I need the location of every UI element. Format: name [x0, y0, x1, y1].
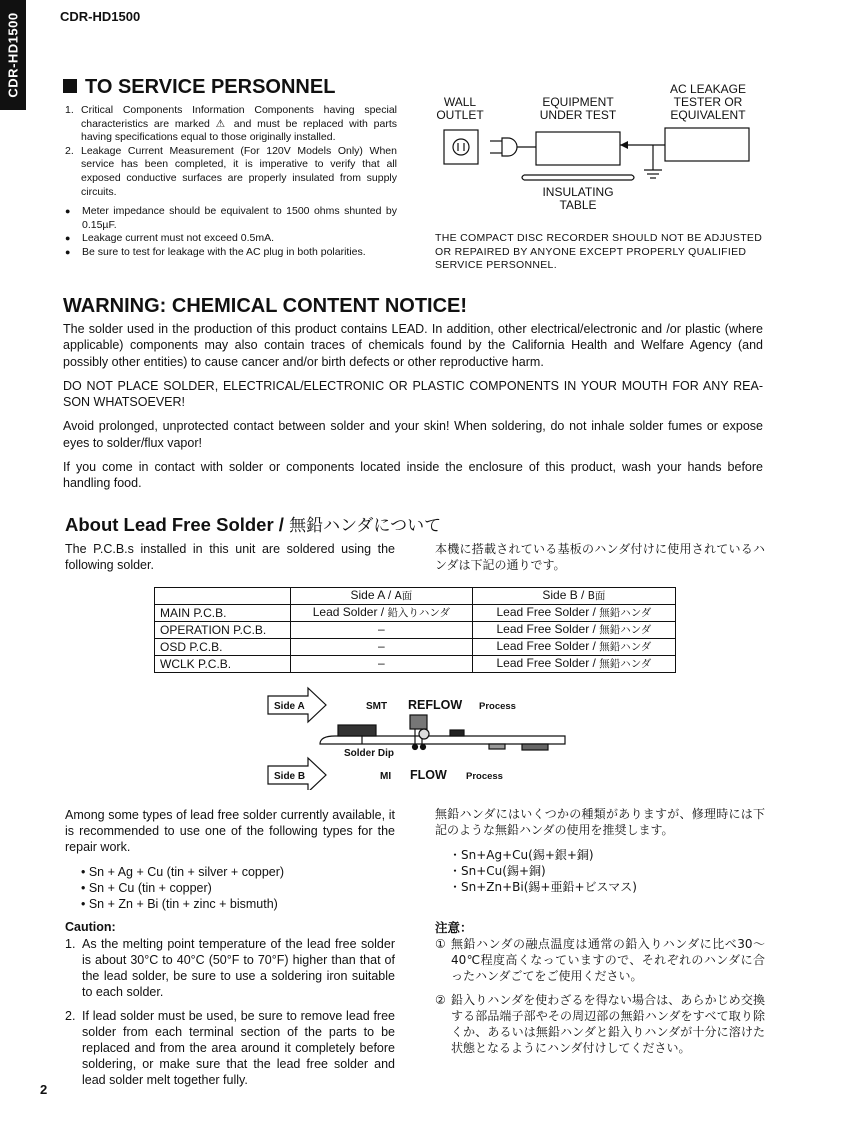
bullet-text: Meter impedance should be equivalent to 1500 ohms shunted by 0.15µF. [82, 205, 397, 231]
types-list-en [81, 864, 381, 912]
wall-outlet-label-2: OUTLET [436, 108, 484, 122]
header-side-b: Side B / B面 [472, 588, 675, 605]
side-b-cell: Lead Free Solder / 無鉛ハンダ [472, 605, 675, 622]
leadfree-title-jp: 無鉛ハンダについて [289, 516, 442, 536]
arrow-icon [620, 141, 628, 149]
caution-item-jp [435, 936, 765, 984]
chemical-paragraph: Avoid prolonged, unprotected contact between solder and your skin! When soldering, do not inhale solder fumes or expose eyes to solder/flux vapor! [63, 419, 763, 450]
item-number: 1. [65, 104, 74, 116]
service-title [63, 76, 335, 99]
reflow-label: REFLOW [408, 698, 463, 712]
flow-label: FLOW [410, 768, 447, 782]
type-item-jp: ・Sn+Cu(錫+銅) [449, 864, 546, 878]
chemical-body [63, 321, 763, 500]
type-item: • Sn + Zn + Bi (tin + zinc + bismuth) [81, 897, 278, 911]
solder-process-diagram [260, 686, 580, 790]
leakage-test-diagram [430, 80, 770, 220]
types-list-jp [449, 847, 749, 895]
bullet-icon: ● [65, 246, 71, 257]
caution-text: 無鉛ハンダの融点温度は通常の鉛入りハンダに比べ30〜40℃程度高くなっていますので、それぞれのハンダに合ったハンダごてをご使用ください。 [451, 937, 765, 983]
plug-icon [502, 138, 517, 156]
item-text: Critical Components Information Components having special characteristics are marked ⚠ and must be replaced with parts having specifications equal to those originally installed. [81, 104, 397, 144]
process-b-label: Process [466, 771, 503, 782]
tester-label-2: TESTER OR [673, 95, 743, 109]
side-a-cell: – [291, 656, 473, 673]
pcb-cell: OPERATION P.C.B. [155, 622, 291, 639]
types-intro-en: Among some types of lead free solder currently available, it is recommended to use one of the following types for the repair work. [65, 808, 395, 854]
mi-label: MI [380, 771, 392, 782]
type-item: • Sn + Ag + Cu (tin + silver + copper) [81, 865, 285, 879]
bottom-chip [489, 744, 505, 749]
bullet-icon: ● [65, 206, 71, 217]
table-corner [155, 588, 291, 605]
pcb-cell: MAIN P.C.B. [155, 605, 291, 622]
caution-list-jp [435, 936, 765, 1064]
wall-outlet-label-1: WALL [443, 95, 477, 109]
side-b-label: Side B [274, 771, 306, 782]
smt-chip [450, 730, 464, 736]
caution-text: As the melting point temperature of the lead free solder is about 30°C to 40°C (50°F to 70°F) higher than that of the lead solder, be sure to use a soldering iron suitable to each solder. [82, 937, 395, 999]
equipment-label-2: UNDER TEST [539, 108, 617, 122]
mi-component [338, 725, 376, 736]
pcb-board [320, 736, 565, 744]
warning-caps-text: THE COMPACT DISC RECORDER SHOULD NOT BE ADJUSTED OR REPAIRED BY ANYONE EXCEPT PROPERLY QUALIFIED SERVICE PERSONNEL. [435, 232, 763, 271]
table-header-row [155, 588, 676, 605]
chemical-paragraph: The solder used in the production of this product contains LEAD. In addition, other electrical/electronic and /or plastic (where applicable) components may also contain traces of chemicals found by the California Health and Welfare Agency (and possibly other entities) to cause cancer and/or birth defects or other reproductive harm. [63, 322, 763, 369]
tester-label-3: EQUIVALENT [670, 108, 746, 122]
caution-text: If lead solder must be used, be sure to remove lead free solder from each terminal section of the parts to be replaced and from the area around it completely before soldering, or make sure that the lead free solder and lead solder melt together fully. [82, 1009, 395, 1087]
service-item [65, 145, 397, 199]
caution-item [65, 1008, 395, 1088]
caution-number: ① [435, 937, 446, 951]
tester-box [665, 128, 749, 161]
bullet-item [65, 246, 397, 260]
outlet-socket-icon [453, 139, 469, 155]
side-a-cell: – [291, 622, 473, 639]
service-list [65, 104, 397, 260]
page-number: 2 [40, 1082, 48, 1097]
type-item-jp: ・Sn+Ag+Cu(錫+銀+銅) [449, 848, 594, 862]
table-row [155, 605, 676, 622]
pcb-cell: WCLK P.C.B. [155, 656, 291, 673]
bullet-text: Leakage current must not exceed 0.5mA. [82, 232, 275, 245]
item-number: 2. [65, 144, 74, 157]
side-b-cell: Lead Free Solder / 無鉛ハンダ [472, 622, 675, 639]
caution-number: 1. [65, 937, 76, 951]
solder-table [154, 587, 676, 673]
caution-heading-jp: 注意： [435, 920, 473, 935]
side-a-label: Side A [274, 701, 305, 712]
side-a-cell: – [291, 639, 473, 656]
caution-text: 鉛入りハンダを使わざるを得ない場合は、あらかじめ交換する部品端子部やその周辺部の無鉛ハンダをすべて取り除くか、あるいは無鉛ハンダと鉛入りハンダが十分に溶けた状態となるようにハンダ付けしてください。 [451, 993, 765, 1055]
type-item-jp: ・Sn+Zn+Bi(錫+亜鉛+ビスマス) [449, 880, 637, 894]
caution-item-jp [435, 992, 765, 1056]
side-b-cell: Lead Free Solder / 無鉛ハンダ [472, 656, 675, 673]
table-label-1: INSULATING [542, 185, 614, 199]
bullet-icon: ● [65, 233, 71, 244]
process-a-label: Process [479, 701, 516, 712]
leadfree-intro-en: The P.C.B.s installed in this unit are soldered using the following solder. [65, 542, 395, 572]
service-title-text: TO SERVICE PERSONNEL [85, 76, 336, 98]
item-text: Leakage Current Measurement (For 120V Models Only) When service has been completed, it is imperative to verify that all exposed conductive surfaces are properly insulated from supply circuits. [81, 144, 397, 198]
side-a-cell: Lead Solder / 鉛入りハンダ [291, 605, 473, 622]
tester-label-1: AC LEAKAGE [669, 82, 747, 96]
table-row [155, 639, 676, 656]
pcb-cell: OSD P.C.B. [155, 639, 291, 656]
bottom-ic [522, 744, 548, 750]
leadfree-title-en: About Lead Free Solder / [65, 514, 290, 535]
chemical-title: WARNING: CHEMICAL CONTENT NOTICE! [63, 295, 468, 317]
caution-number: 2. [65, 1009, 76, 1023]
header-side-a: Side A / A面 [291, 588, 473, 605]
side-b-cell: Lead Free Solder / 無鉛ハンダ [472, 639, 675, 656]
table-row [155, 656, 676, 673]
smt-label: SMT [366, 701, 388, 712]
bullet-item [65, 205, 397, 232]
bullet-item [65, 232, 397, 246]
wall-outlet-box [444, 130, 478, 164]
bullet-text: Be sure to test for leakage with the AC plug in both polarities. [82, 245, 366, 258]
caution-list-en [65, 936, 395, 1096]
side-tab [0, 0, 26, 110]
caution-heading-en: Caution: [65, 920, 116, 934]
table-row [155, 622, 676, 639]
equipment-box [536, 132, 620, 165]
reflow-component [410, 715, 427, 729]
caution-item [65, 936, 395, 1000]
leadfree-title [65, 511, 441, 536]
solder-dip-label: Solder Dip [344, 748, 395, 759]
square-bullet-icon [63, 79, 77, 93]
model-header: CDR-HD1500 [60, 9, 141, 24]
chemical-paragraph: DO NOT PLACE SOLDER, ELECTRICAL/ELECTRONIC OR PLASTIC COMPONENTS IN YOUR MOUTH FOR ANY REA- SON WHATSOEVER! [63, 378, 763, 410]
equipment-label-1: EQUIPMENT [542, 95, 614, 109]
chemical-paragraph: If you come in contact with solder or components located inside the enclosure of this product, wash your hands before handling food. [63, 460, 763, 491]
service-item [65, 104, 397, 145]
side-tab-label: CDR-HD1500 [5, 12, 21, 98]
types-intro-jp: 無鉛ハンダにはいくつかの種類がありますが、修理時には下記のような無鉛ハンダの使用を推奨します。 [435, 807, 765, 837]
type-item: • Sn + Cu (tin + copper) [81, 881, 212, 895]
caution-number: ② [435, 993, 446, 1007]
table-label-2: TABLE [559, 198, 597, 212]
leadfree-intro-jp: 本機に搭載されている基板のハンダ付けに使用されているハンダは下記の通りです。 [435, 542, 765, 572]
